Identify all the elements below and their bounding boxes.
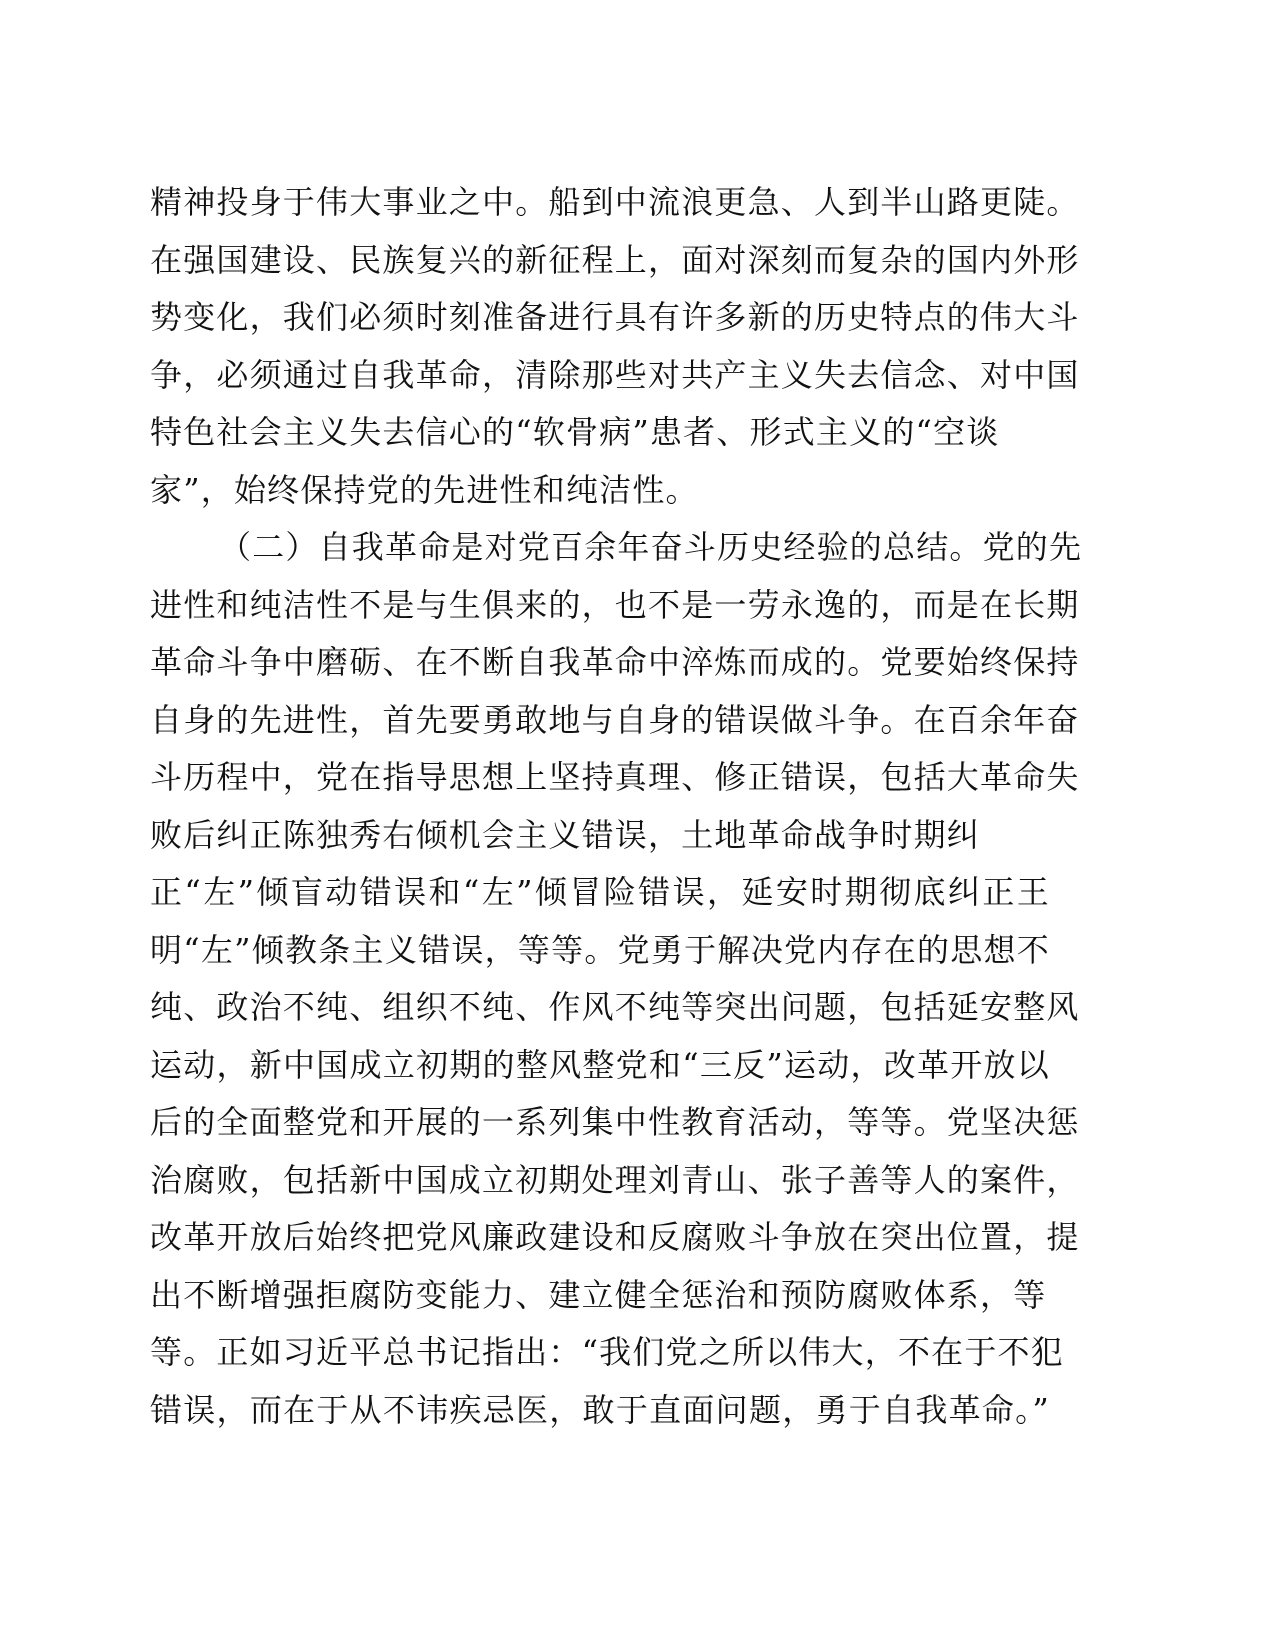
- text-line: 家”，始终保持党的先进性和纯洁性。: [150, 470, 699, 509]
- text-line: 革命斗争中磨砺、在不断自我革命中淬炼而成的。党要始终保持: [150, 643, 1080, 681]
- text-line: 运动，新中国成立初期的整风整党和“三反”运动，改革开放以: [150, 1045, 1050, 1084]
- text-line: 后的全面整党和开展的一系列集中性教育活动，等等。党坚决惩: [150, 1103, 1080, 1141]
- section-heading-line: （二）自我革命是对党百余年奋斗历史经验的总结。党的先: [219, 528, 1083, 566]
- text-line: 势变化，我们必须时刻准备进行具有许多新的历史特点的伟大斗: [150, 298, 1080, 336]
- text-line: 特色社会主义失去信心的“软骨病”患者、形式主义的“空谈: [150, 413, 1000, 451]
- text-line: 在强国建设、民族复兴的新征程上，面对深刻而复杂的国内外形: [150, 240, 1080, 279]
- text-line: 出不断增强拒腐防变能力、建立健全惩治和预防腐败体系，等: [150, 1275, 1047, 1314]
- text-line: 自身的先进性，首先要勇敢地与自身的错误做斗争。在百余年奋: [150, 700, 1080, 739]
- text-line: 斗历程中，党在指导思想上坚持真理、修正错误，包括大革命失: [150, 758, 1080, 796]
- text-line: 进性和纯洁性不是与生俱来的，也不是一劳永逸的，而是在长期: [150, 585, 1080, 624]
- text-line: 改革开放后始终把党风廉政建设和反腐败斗争放在突出位置，提: [150, 1218, 1080, 1256]
- text-line: 明“左”倾教条主义错误，等等。党勇于解决党内存在的思想不: [150, 930, 1050, 969]
- text-line: 精神投身于伟大事业之中。船到中流浪更急、人到半山路更陡。: [150, 183, 1080, 221]
- text-line: 错误，而在于从不讳疾忌医，敢于直面问题，勇于自我革命。”: [150, 1390, 1050, 1429]
- text-line: 纯、政治不纯、组织不纯、作风不纯等突出问题，包括延安整风: [150, 988, 1080, 1026]
- text-line: 治腐败，包括新中国成立初期处理刘青山、张子善等人的案件，: [150, 1160, 1080, 1199]
- text-line: 正“左”倾盲动错误和“左”倾冒险错误，延安时期彻底纠正王: [150, 873, 1050, 911]
- text-line: 争，必须通过自我革命，清除那些对共产主义失去信念、对中国: [150, 355, 1080, 394]
- text-line: 等。正如习近平总书记指出：“我们党之所以伟大，不在于不犯: [150, 1333, 1064, 1371]
- text-line: 败后纠正陈独秀右倾机会主义错误，土地革命战争时期纠: [150, 815, 981, 854]
- body-text: [150, 174, 1083, 1439]
